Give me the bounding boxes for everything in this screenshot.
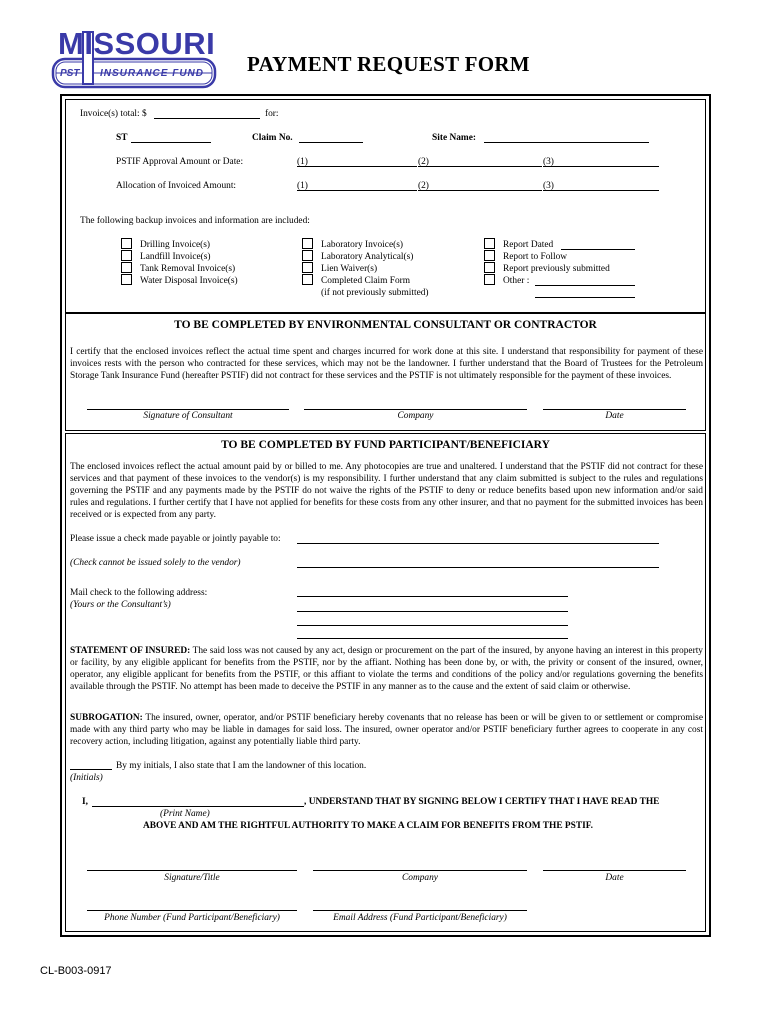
subrogation-text: The insured, owner, operator, and/or PSTIF beneficiary hereby covenants that no release has been or will be given to or settlement or compromise made with any third party who may be liable in damages for said loss. The insured, owner operator and/or PSTIF beneficiary further agrees to cooperate in any cost recovery action, including litigation, against any potentially liable third party.	[70, 713, 703, 747]
payable-field-1[interactable]	[297, 543, 659, 544]
allocation-3-label: (3)	[543, 181, 554, 191]
st-label: ST	[116, 133, 128, 143]
logo-pst-text: PST	[60, 68, 80, 79]
participant-date-label: Date	[605, 873, 624, 883]
participant-company-field[interactable]	[313, 870, 527, 871]
approval-label: PSTIF Approval Amount or Date:	[116, 157, 244, 167]
report-previously-submitted-checkbox[interactable]	[484, 262, 495, 273]
st-field[interactable]	[131, 142, 211, 143]
approval-1-label: (1)	[297, 157, 308, 167]
subrogation-label: SUBROGATION:	[70, 713, 143, 723]
participant-heading: TO BE COMPLETED BY FUND PARTICIPANT/BENEFICIARY	[221, 439, 550, 451]
check-note-label: (Check cannot be issued solely to the vendor)	[70, 558, 241, 568]
initials-statement: By my initials, I also state that I am the landowner of this location.	[116, 761, 367, 771]
print-name-field[interactable]	[92, 806, 304, 807]
participant-date-field[interactable]	[543, 870, 686, 871]
landfill-invoice-checkbox[interactable]	[121, 250, 132, 261]
water-disposal-invoice-label: Water Disposal Invoice(s)	[140, 276, 238, 286]
laboratory-analytical-label: Laboratory Analytical(s)	[321, 252, 414, 262]
claim-no-label: Claim No.	[252, 133, 293, 143]
other-field-1[interactable]	[535, 285, 635, 286]
laboratory-invoice-checkbox[interactable]	[302, 238, 313, 249]
initials-label: (Initials)	[70, 773, 103, 783]
laboratory-analytical-checkbox[interactable]	[302, 250, 313, 261]
consultant-certification-text: I certify that the enclosed invoices reflect the actual time spent and charges incurred for work done at this site. I understand that responsibility for payment of these invoices rests with the person who contracted for these services, which may not be the landowner. I further understand that the Board of Trustees for the Petroleum Storage Tank Insurance Fund (hereafter PSTIF) did not contract for these services and the PSTIF is not ultimately responsible for the payment of these invoices.	[70, 347, 703, 381]
invoice-total-field[interactable]	[154, 118, 260, 119]
allocation-2-label: (2)	[418, 181, 429, 191]
for-label: for:	[265, 109, 279, 119]
other-label: Other :	[503, 276, 530, 286]
consultant-heading: TO BE COMPLETED BY ENVIRONMENTAL CONSULTANT OR CONTRACTOR	[174, 319, 597, 331]
participant-company-label: Company	[402, 873, 438, 883]
mail-address-field-1[interactable]	[297, 596, 568, 597]
allocation-1-label: (1)	[297, 181, 308, 191]
not-previously-submitted-label: (if not previously submitted)	[321, 288, 429, 298]
landfill-invoice-label: Landfill Invoice(s)	[140, 252, 211, 262]
mail-address-field-3[interactable]	[297, 625, 568, 626]
statement-text: The said loss was not caused by any act, design or procurement on the part of the insured, by anyone having an interest in this property or facility, by any eligible applicant for benefits from the PSTIF, nor by the affiant. Nothing has been done by, or with, the privity or consent of the insured, owner, operator, any eligible applicant for benefits from the PSTIF, or this affiant to violate the terms and conditions of the policy and/or regulations governing the benefits available through the PSTIF. No attempt has been made to deceive the PSTIF in any manner as to the cause and the extent of said claim or otherwise.	[70, 646, 703, 692]
missouri-pstif-logo	[50, 25, 220, 91]
drilling-invoice-label: Drilling Invoice(s)	[140, 240, 211, 250]
site-name-label: Site Name:	[432, 133, 476, 143]
page-title: PAYMENT REQUEST FORM	[247, 52, 530, 76]
other-checkbox[interactable]	[484, 274, 495, 285]
payable-label: Please issue a check made payable or jointly payable to:	[70, 534, 281, 544]
other-field-2[interactable]	[535, 297, 635, 298]
water-disposal-invoice-checkbox[interactable]	[121, 274, 132, 285]
tank-removal-invoice-checkbox[interactable]	[121, 262, 132, 273]
form-code: CL-B003-0917	[40, 965, 112, 977]
signature-title-label: Signature/Title	[164, 873, 220, 883]
lien-waiver-checkbox[interactable]	[302, 262, 313, 273]
mail-address-field-4[interactable]	[297, 638, 568, 639]
payable-field-2[interactable]	[297, 567, 659, 568]
report-dated-label: Report Dated	[503, 240, 554, 250]
participant-signature-field[interactable]	[87, 870, 297, 871]
completed-claim-form-checkbox[interactable]	[302, 274, 313, 285]
mail-note-label: (Yours or the Consultant’s)	[70, 600, 171, 610]
phone-number-field[interactable]	[87, 910, 297, 911]
laboratory-invoice-label: Laboratory Invoice(s)	[321, 240, 403, 250]
invoice-total-label: Invoice(s) total: $	[80, 109, 147, 119]
site-name-field[interactable]	[484, 142, 649, 143]
consultant-date-label: Date	[605, 411, 624, 421]
mail-address-field-2[interactable]	[297, 611, 568, 612]
subrogation	[70, 712, 703, 748]
logo-top-text: MISSOURI	[58, 26, 216, 61]
statement-of-insured	[70, 645, 703, 693]
tank-removal-invoice-label: Tank Removal Invoice(s)	[140, 264, 236, 274]
email-address-field[interactable]	[313, 910, 527, 911]
mail-label: Mail check to the following address:	[70, 588, 208, 598]
report-previously-submitted-label: Report previously submitted	[503, 264, 610, 274]
approval-3-label: (3)	[543, 157, 554, 167]
report-to-follow-checkbox[interactable]	[484, 250, 495, 261]
statement-label: STATEMENT OF INSURED:	[70, 646, 191, 656]
report-dated-field[interactable]	[561, 249, 635, 250]
participant-certification-text: The enclosed invoices reflect the actual amount paid by or billed to me. Any photocopies are true and unaltered. I understand that the PSTIF did not contract for these services and that payment of these invoices to the vendor(s) is my responsibility. I further understand that any claim submitted is subject to the rules and regulations governing the PSTIF and any payments made by the PSTIF do not waive the rights of the PSTIF to deny or reduce benefits based upon new information and/or said rules and regulations. I further certify that I have not applied for benefits for these costs from any other insurer, and that no payment for the submitted invoices has been received or is expected from any party.	[70, 462, 703, 520]
allocation-2-field[interactable]	[418, 190, 542, 191]
approval-1-field[interactable]	[297, 166, 417, 167]
i-label: I,	[82, 797, 88, 807]
initials-field[interactable]	[70, 769, 112, 770]
approval-3-field[interactable]	[543, 166, 659, 167]
phone-number-label: Phone Number (Fund Participant/Beneficiary)	[104, 913, 280, 923]
backup-label: The following backup invoices and information are included:	[80, 216, 310, 226]
authority-text: ABOVE AND AM THE RIGHTFUL AUTHORITY TO MAKE A CLAIM FOR BENEFITS FROM THE PSTIF.	[143, 821, 593, 831]
print-name-label: (Print Name)	[160, 809, 210, 819]
consultant-signature-label: Signature of Consultant	[143, 411, 233, 421]
approval-2-label: (2)	[418, 157, 429, 167]
email-address-label: Email Address (Fund Participant/Beneficiary)	[333, 913, 507, 923]
completed-claim-form-label: Completed Claim Form	[321, 276, 411, 286]
lien-waiver-label: Lien Waiver(s)	[321, 264, 378, 274]
allocation-1-field[interactable]	[297, 190, 417, 191]
report-to-follow-label: Report to Follow	[503, 252, 568, 262]
allocation-3-field[interactable]	[543, 190, 659, 191]
understand-text: , UNDERSTAND THAT BY SIGNING BELOW I CERTIFY THAT I HAVE READ THE	[304, 797, 660, 807]
drilling-invoice-checkbox[interactable]	[121, 238, 132, 249]
report-dated-checkbox[interactable]	[484, 238, 495, 249]
consultant-company-label: Company	[397, 411, 434, 421]
logo-insurance-fund-text: INSURANCE FUND	[100, 68, 204, 79]
allocation-label: Allocation of Invoiced Amount:	[116, 181, 237, 191]
approval-2-field[interactable]	[418, 166, 542, 167]
claim-no-field[interactable]	[299, 142, 363, 143]
